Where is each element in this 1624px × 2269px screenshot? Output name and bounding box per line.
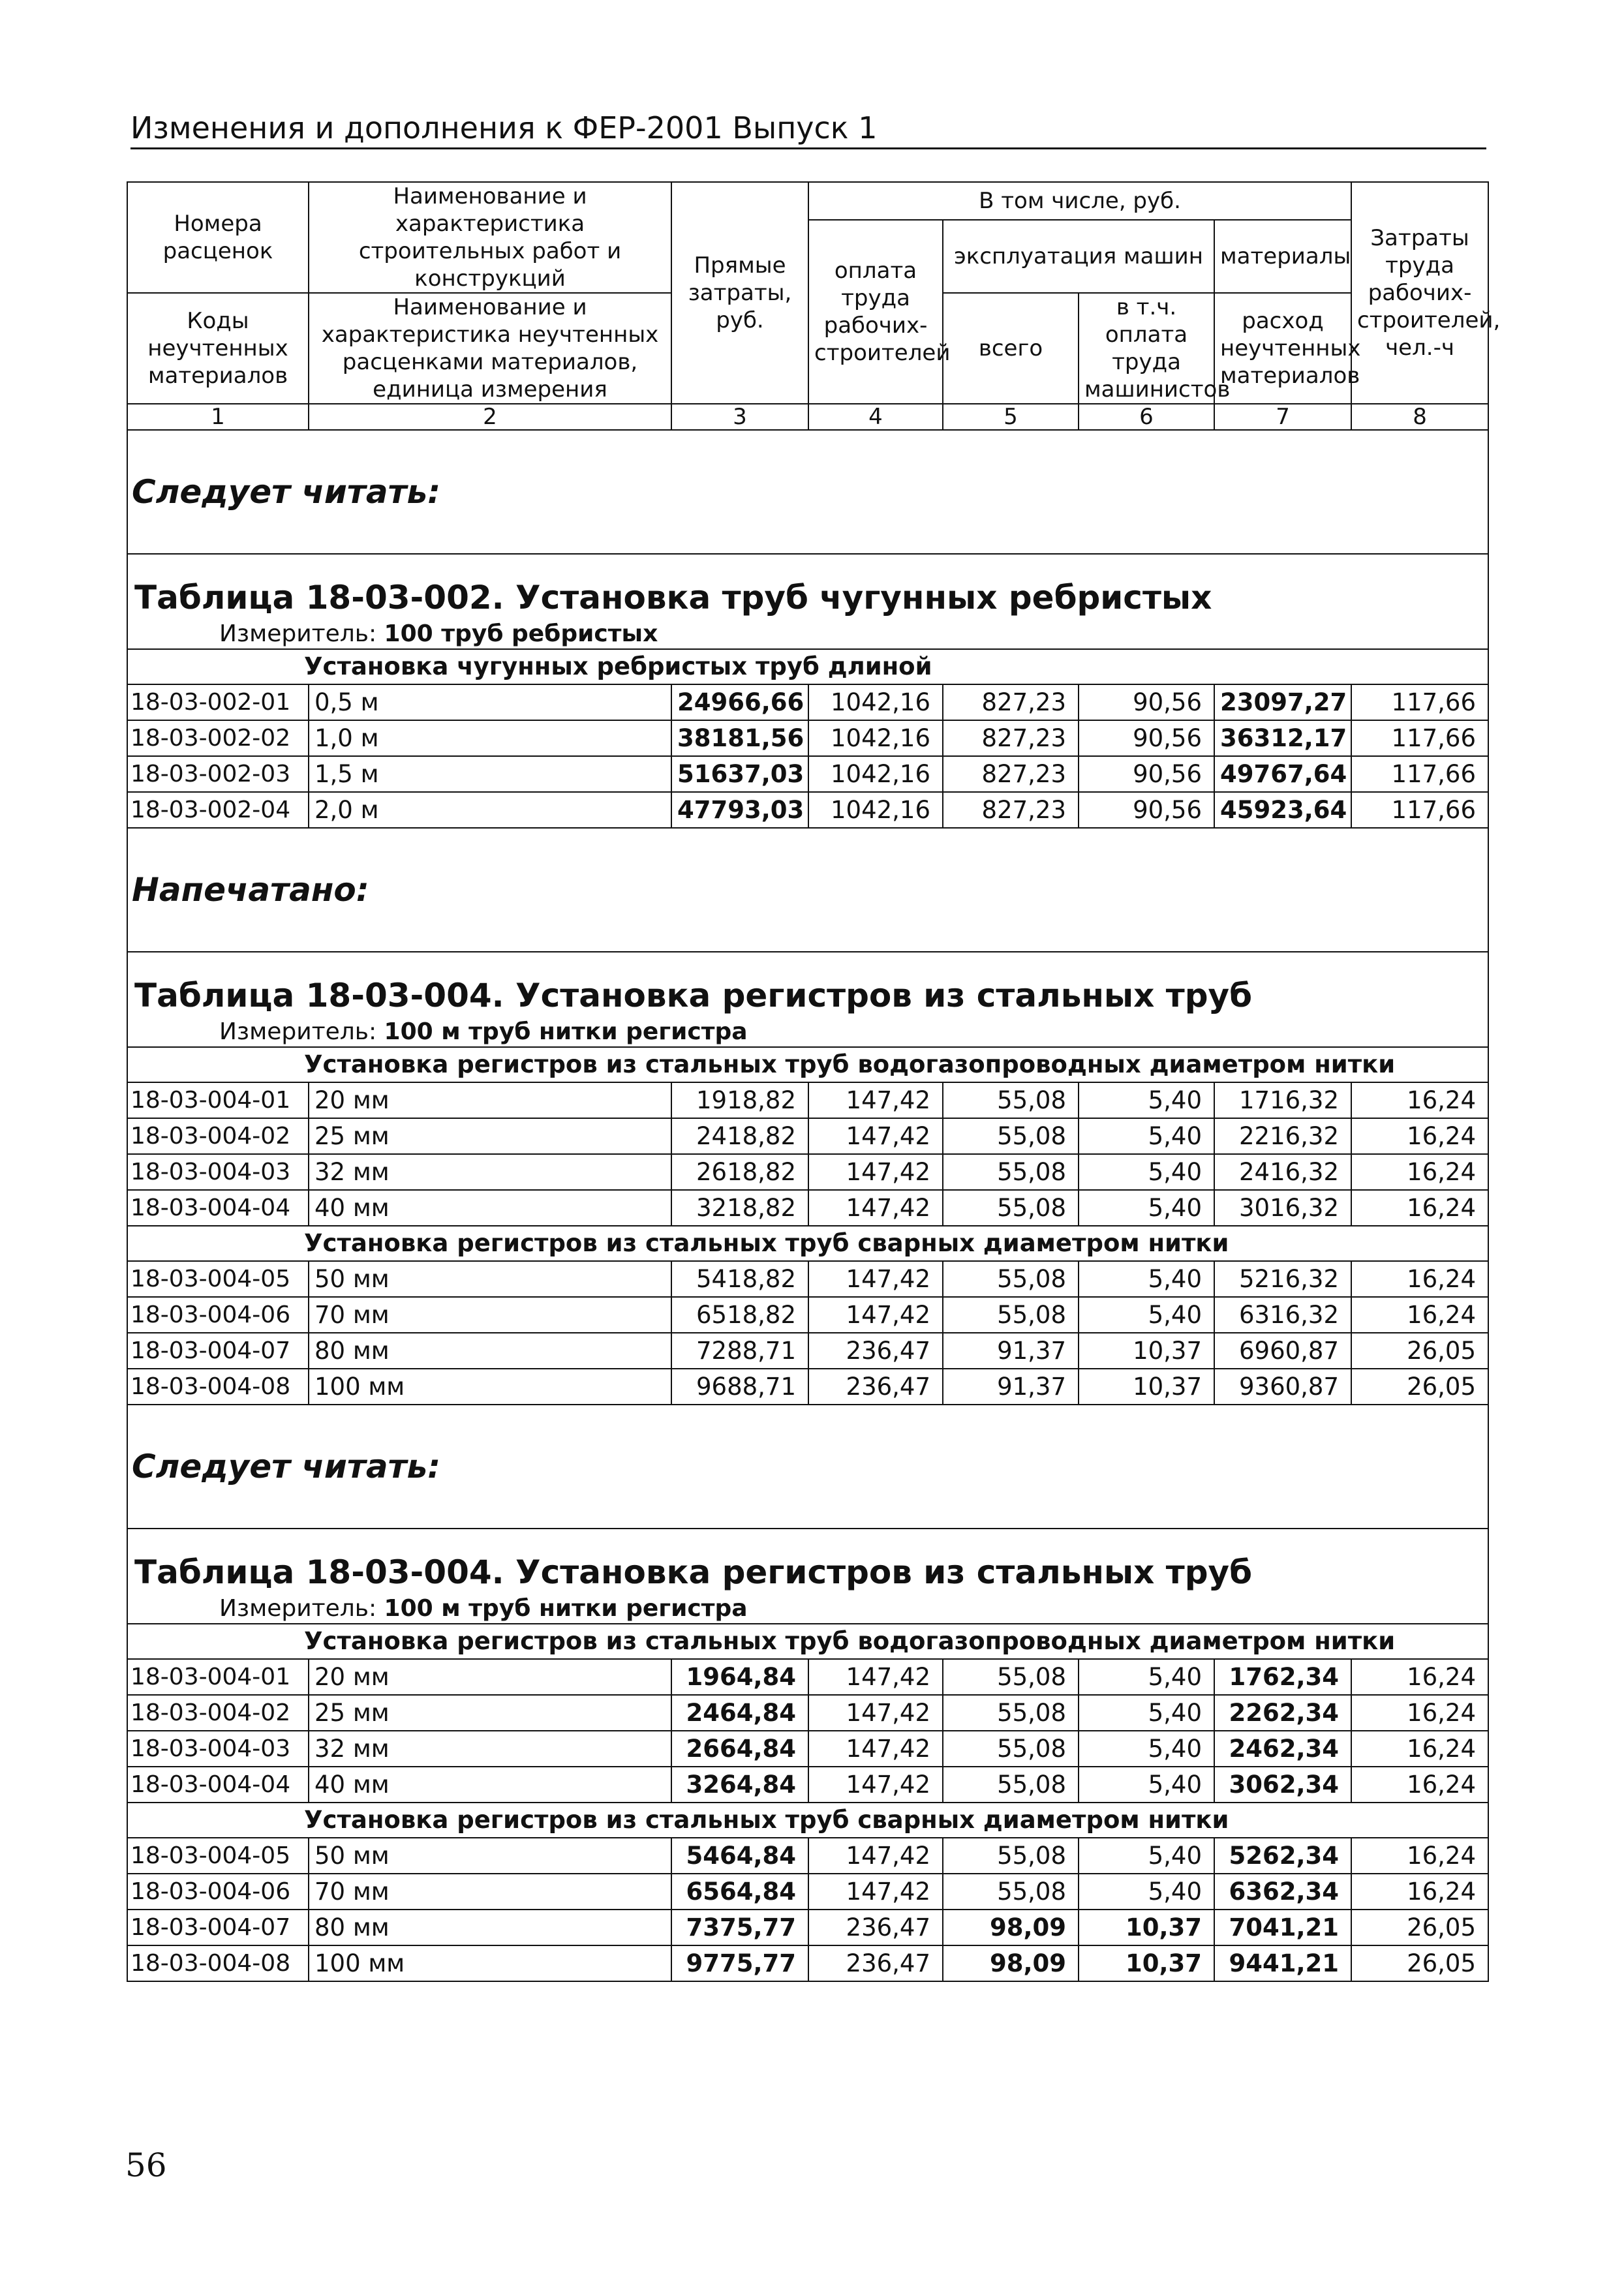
unit-label: Измеритель: bbox=[219, 1018, 384, 1045]
row-code: 18-03-002-02 bbox=[127, 720, 309, 756]
row-labor-hours: 16,24 bbox=[1351, 1695, 1488, 1731]
column-number: 4 bbox=[808, 404, 943, 430]
row-code: 18-03-004-07 bbox=[127, 1333, 309, 1369]
row-worker-pay: 147,42 bbox=[808, 1659, 943, 1695]
page-number: 56 bbox=[125, 2146, 167, 2184]
row-worker-pay: 147,42 bbox=[808, 1118, 943, 1154]
row-materials: 6362,34 bbox=[1214, 1874, 1351, 1910]
row-name: 32 мм bbox=[309, 1154, 671, 1190]
row-materials: 9441,21 bbox=[1214, 1945, 1351, 1981]
row-labor-hours: 117,66 bbox=[1351, 720, 1488, 756]
row-operator-pay: 5,40 bbox=[1079, 1154, 1214, 1190]
row-code: 18-03-004-05 bbox=[127, 1838, 309, 1874]
unit-label: Измеритель: bbox=[219, 620, 384, 647]
header-direct-costs: Прямые затраты, руб. bbox=[671, 182, 808, 404]
section-heading-row bbox=[127, 1405, 1488, 1529]
table-row bbox=[127, 1731, 1488, 1767]
row-code: 18-03-004-06 bbox=[127, 1297, 309, 1333]
row-materials: 49767,64 bbox=[1214, 756, 1351, 792]
row-operator-pay: 90,56 bbox=[1079, 756, 1214, 792]
row-materials: 7041,21 bbox=[1214, 1910, 1351, 1945]
table-body bbox=[127, 182, 1501, 1981]
group-title-row bbox=[127, 1226, 1488, 1261]
row-materials: 9360,87 bbox=[1214, 1369, 1351, 1405]
table-row bbox=[127, 720, 1488, 756]
group-title: Установка регистров из стальных труб сварных диаметром нитки bbox=[127, 1226, 1488, 1261]
row-direct-costs: 2418,82 bbox=[671, 1118, 808, 1154]
row-code: 18-03-004-01 bbox=[127, 1082, 309, 1118]
row-machines-total: 55,08 bbox=[943, 1118, 1079, 1154]
row-worker-pay: 147,42 bbox=[808, 1190, 943, 1226]
row-code: 18-03-004-01 bbox=[127, 1659, 309, 1695]
row-code: 18-03-004-06 bbox=[127, 1874, 309, 1910]
row-materials: 2262,34 bbox=[1214, 1695, 1351, 1731]
row-name: 20 мм bbox=[309, 1082, 671, 1118]
row-worker-pay: 147,42 bbox=[808, 1297, 943, 1333]
row-worker-pay: 147,42 bbox=[808, 1082, 943, 1118]
row-code: 18-03-004-02 bbox=[127, 1118, 309, 1154]
row-name: 80 мм bbox=[309, 1910, 671, 1945]
unit-label: Измеритель: bbox=[219, 1594, 384, 1622]
table-row bbox=[127, 1333, 1488, 1369]
row-direct-costs: 6518,82 bbox=[671, 1297, 808, 1333]
row-materials: 3062,34 bbox=[1214, 1767, 1351, 1803]
header-material-consumption: расход неучтенных материалов bbox=[1214, 293, 1351, 404]
table-title-row bbox=[127, 554, 1488, 619]
row-worker-pay: 1042,16 bbox=[808, 792, 943, 828]
table-title-row bbox=[127, 952, 1488, 1017]
row-code: 18-03-002-04 bbox=[127, 792, 309, 828]
header-worker-pay: оплата труда рабочих-строителей bbox=[808, 220, 943, 404]
row-machines-total: 91,37 bbox=[943, 1333, 1079, 1369]
header-row-top bbox=[127, 182, 1488, 220]
row-machines-total: 55,08 bbox=[943, 1695, 1079, 1731]
row-materials: 2416,32 bbox=[1214, 1154, 1351, 1190]
header-materials: материалы bbox=[1214, 220, 1351, 293]
row-machines-total: 827,23 bbox=[943, 684, 1079, 720]
row-machines-total: 55,08 bbox=[943, 1190, 1079, 1226]
row-worker-pay: 236,47 bbox=[808, 1910, 943, 1945]
row-operator-pay: 5,40 bbox=[1079, 1082, 1214, 1118]
row-direct-costs: 51637,03 bbox=[671, 756, 808, 792]
table-row bbox=[127, 1838, 1488, 1874]
row-machines-total: 55,08 bbox=[943, 1659, 1079, 1695]
column-numbers-row bbox=[127, 404, 1488, 430]
row-code: 18-03-004-03 bbox=[127, 1154, 309, 1190]
row-direct-costs: 38181,56 bbox=[671, 720, 808, 756]
group-title: Установка регистров из стальных труб водогазопроводных диаметром нитки bbox=[127, 1624, 1488, 1659]
row-materials: 5216,32 bbox=[1214, 1261, 1351, 1297]
row-labor-hours: 16,24 bbox=[1351, 1767, 1488, 1803]
row-direct-costs: 5464,84 bbox=[671, 1838, 808, 1874]
row-code: 18-03-004-08 bbox=[127, 1945, 309, 1981]
row-materials: 1762,34 bbox=[1214, 1659, 1351, 1695]
row-direct-costs: 3218,82 bbox=[671, 1190, 808, 1226]
table-row bbox=[127, 684, 1488, 720]
table-title: Таблица 18-03-002. Установка труб чугунных ребристых bbox=[127, 554, 1488, 619]
row-name: 25 мм bbox=[309, 1695, 671, 1731]
row-name: 50 мм bbox=[309, 1838, 671, 1874]
row-code: 18-03-004-04 bbox=[127, 1190, 309, 1226]
unit-row bbox=[127, 1017, 1488, 1047]
row-worker-pay: 1042,16 bbox=[808, 720, 943, 756]
header-material-names: Наименование и характеристика неучтенных расценками материалов, единица измерения bbox=[309, 293, 671, 404]
table-row bbox=[127, 1154, 1488, 1190]
row-machines-total: 55,08 bbox=[943, 1731, 1079, 1767]
row-labor-hours: 117,66 bbox=[1351, 684, 1488, 720]
row-worker-pay: 236,47 bbox=[808, 1945, 943, 1981]
row-worker-pay: 147,42 bbox=[808, 1838, 943, 1874]
row-direct-costs: 5418,82 bbox=[671, 1261, 808, 1297]
row-operator-pay: 90,56 bbox=[1079, 792, 1214, 828]
row-materials: 2216,32 bbox=[1214, 1118, 1351, 1154]
row-materials: 6960,87 bbox=[1214, 1333, 1351, 1369]
table-row bbox=[127, 1659, 1488, 1695]
row-worker-pay: 1042,16 bbox=[808, 684, 943, 720]
row-worker-pay: 147,42 bbox=[808, 1874, 943, 1910]
row-code: 18-03-004-08 bbox=[127, 1369, 309, 1405]
table-row bbox=[127, 1874, 1488, 1910]
row-operator-pay: 5,40 bbox=[1079, 1767, 1214, 1803]
row-operator-pay: 5,40 bbox=[1079, 1874, 1214, 1910]
unit-cell bbox=[127, 1017, 1488, 1047]
row-materials: 3016,32 bbox=[1214, 1190, 1351, 1226]
unit-value: 100 м труб нитки регистра bbox=[384, 1594, 748, 1622]
column-number: 3 bbox=[671, 404, 808, 430]
row-labor-hours: 16,24 bbox=[1351, 1261, 1488, 1297]
row-direct-costs: 6564,84 bbox=[671, 1874, 808, 1910]
row-materials: 2462,34 bbox=[1214, 1731, 1351, 1767]
section-heading: Следует читать: bbox=[127, 430, 1488, 554]
row-direct-costs: 47793,03 bbox=[671, 792, 808, 828]
group-title-row bbox=[127, 649, 1488, 684]
row-labor-hours: 26,05 bbox=[1351, 1945, 1488, 1981]
section-heading-row bbox=[127, 430, 1488, 554]
row-name: 1,0 м bbox=[309, 720, 671, 756]
row-name: 70 мм bbox=[309, 1874, 671, 1910]
header-labor-hours: Затраты труда рабочих-строителей, чел.-ч bbox=[1351, 182, 1488, 404]
row-labor-hours: 16,24 bbox=[1351, 1297, 1488, 1333]
row-name: 40 мм bbox=[309, 1767, 671, 1803]
table-row bbox=[127, 1945, 1488, 1981]
row-name: 40 мм bbox=[309, 1190, 671, 1226]
row-labor-hours: 16,24 bbox=[1351, 1154, 1488, 1190]
row-materials: 1716,32 bbox=[1214, 1082, 1351, 1118]
row-machines-total: 55,08 bbox=[943, 1874, 1079, 1910]
row-code: 18-03-004-03 bbox=[127, 1731, 309, 1767]
row-direct-costs: 1964,84 bbox=[671, 1659, 808, 1695]
column-number: 2 bbox=[309, 404, 671, 430]
table-row bbox=[127, 1190, 1488, 1226]
header-material-codes: Коды неучтенных материалов bbox=[127, 293, 309, 404]
header-machines: эксплуатация машин bbox=[943, 220, 1214, 293]
row-operator-pay: 5,40 bbox=[1079, 1838, 1214, 1874]
group-title-row bbox=[127, 1803, 1488, 1838]
section-heading-row bbox=[127, 828, 1488, 952]
row-machines-total: 55,08 bbox=[943, 1838, 1079, 1874]
unit-value: 100 м труб нитки регистра bbox=[384, 1018, 748, 1045]
row-machines-total: 91,37 bbox=[943, 1369, 1079, 1405]
row-name: 20 мм bbox=[309, 1659, 671, 1695]
row-operator-pay: 5,40 bbox=[1079, 1297, 1214, 1333]
row-operator-pay: 10,37 bbox=[1079, 1333, 1214, 1369]
row-labor-hours: 26,05 bbox=[1351, 1333, 1488, 1369]
column-number: 5 bbox=[943, 404, 1079, 430]
unit-value: 100 труб ребристых bbox=[384, 620, 658, 647]
group-title: Установка регистров из стальных труб водогазопроводных диаметром нитки bbox=[127, 1047, 1488, 1082]
row-code: 18-03-004-07 bbox=[127, 1910, 309, 1945]
row-labor-hours: 26,05 bbox=[1351, 1910, 1488, 1945]
table-row bbox=[127, 792, 1488, 828]
row-operator-pay: 10,37 bbox=[1079, 1945, 1214, 1981]
row-materials: 23097,27 bbox=[1214, 684, 1351, 720]
row-materials: 5262,34 bbox=[1214, 1838, 1351, 1874]
row-machines-total: 827,23 bbox=[943, 720, 1079, 756]
table-row bbox=[127, 1082, 1488, 1118]
row-direct-costs: 7375,77 bbox=[671, 1910, 808, 1945]
row-machines-total: 55,08 bbox=[943, 1767, 1079, 1803]
header-machines-total: всего bbox=[943, 293, 1079, 404]
row-materials: 45923,64 bbox=[1214, 792, 1351, 828]
row-direct-costs: 7288,71 bbox=[671, 1333, 808, 1369]
row-direct-costs: 24966,66 bbox=[671, 684, 808, 720]
row-worker-pay: 147,42 bbox=[808, 1695, 943, 1731]
group-title: Установка чугунных ребристых труб длиной bbox=[127, 649, 1488, 684]
table-row bbox=[127, 1910, 1488, 1945]
row-direct-costs: 2618,82 bbox=[671, 1154, 808, 1190]
rates-table bbox=[127, 181, 1501, 1982]
unit-cell bbox=[127, 619, 1488, 649]
unit-row bbox=[127, 1594, 1488, 1624]
row-operator-pay: 5,40 bbox=[1079, 1118, 1214, 1154]
row-direct-costs: 9775,77 bbox=[671, 1945, 808, 1981]
table-row bbox=[127, 1369, 1488, 1405]
row-name: 0,5 м bbox=[309, 684, 671, 720]
page-header-title: Изменения и дополнения к ФЕР-2001 Выпуск 1 bbox=[130, 110, 1486, 149]
row-direct-costs: 3264,84 bbox=[671, 1767, 808, 1803]
row-direct-costs: 1918,82 bbox=[671, 1082, 808, 1118]
row-labor-hours: 16,24 bbox=[1351, 1659, 1488, 1695]
column-number: 1 bbox=[127, 404, 309, 430]
table-row bbox=[127, 1261, 1488, 1297]
row-labor-hours: 16,24 bbox=[1351, 1082, 1488, 1118]
row-code: 18-03-002-01 bbox=[127, 684, 309, 720]
row-labor-hours: 16,24 bbox=[1351, 1731, 1488, 1767]
column-number: 7 bbox=[1214, 404, 1351, 430]
row-materials: 6316,32 bbox=[1214, 1297, 1351, 1333]
header-work-name: Наименование и характеристика строительных работ и конструкций bbox=[309, 182, 671, 293]
row-operator-pay: 5,40 bbox=[1079, 1190, 1214, 1226]
row-machines-total: 55,08 bbox=[943, 1154, 1079, 1190]
row-labor-hours: 16,24 bbox=[1351, 1190, 1488, 1226]
header-including: В том числе, руб. bbox=[808, 182, 1351, 220]
row-machines-total: 827,23 bbox=[943, 756, 1079, 792]
table-row bbox=[127, 1297, 1488, 1333]
row-labor-hours: 16,24 bbox=[1351, 1838, 1488, 1874]
column-number: 8 bbox=[1351, 404, 1488, 430]
row-operator-pay: 10,37 bbox=[1079, 1910, 1214, 1945]
row-machines-total: 98,09 bbox=[943, 1910, 1079, 1945]
row-materials: 36312,17 bbox=[1214, 720, 1351, 756]
row-code: 18-03-004-05 bbox=[127, 1261, 309, 1297]
header-operator-pay: в т.ч. оплата труда машинистов bbox=[1079, 293, 1214, 404]
row-machines-total: 827,23 bbox=[943, 792, 1079, 828]
row-labor-hours: 16,24 bbox=[1351, 1118, 1488, 1154]
row-code: 18-03-004-02 bbox=[127, 1695, 309, 1731]
group-title-row bbox=[127, 1047, 1488, 1082]
row-operator-pay: 5,40 bbox=[1079, 1695, 1214, 1731]
row-machines-total: 55,08 bbox=[943, 1297, 1079, 1333]
row-worker-pay: 147,42 bbox=[808, 1731, 943, 1767]
row-direct-costs: 2464,84 bbox=[671, 1695, 808, 1731]
row-worker-pay: 236,47 bbox=[808, 1333, 943, 1369]
row-name: 25 мм bbox=[309, 1118, 671, 1154]
row-worker-pay: 147,42 bbox=[808, 1154, 943, 1190]
table-title: Таблица 18-03-004. Установка регистров из стальных труб bbox=[127, 1529, 1488, 1594]
row-operator-pay: 90,56 bbox=[1079, 684, 1214, 720]
row-worker-pay: 147,42 bbox=[808, 1261, 943, 1297]
row-labor-hours: 117,66 bbox=[1351, 756, 1488, 792]
table-row bbox=[127, 1118, 1488, 1154]
row-labor-hours: 117,66 bbox=[1351, 792, 1488, 828]
table-row bbox=[127, 756, 1488, 792]
row-worker-pay: 236,47 bbox=[808, 1369, 943, 1405]
row-name: 32 мм bbox=[309, 1731, 671, 1767]
row-name: 50 мм bbox=[309, 1261, 671, 1297]
row-code: 18-03-004-04 bbox=[127, 1767, 309, 1803]
row-labor-hours: 26,05 bbox=[1351, 1369, 1488, 1405]
row-operator-pay: 5,40 bbox=[1079, 1731, 1214, 1767]
section-heading: Следует читать: bbox=[127, 1405, 1488, 1529]
header-rate-numbers: Номера расценок bbox=[127, 182, 309, 293]
row-name: 100 мм bbox=[309, 1945, 671, 1981]
table-title: Таблица 18-03-004. Установка регистров из стальных труб bbox=[127, 952, 1488, 1017]
row-name: 100 мм bbox=[309, 1369, 671, 1405]
row-machines-total: 55,08 bbox=[943, 1082, 1079, 1118]
group-title-row bbox=[127, 1624, 1488, 1659]
row-direct-costs: 9688,71 bbox=[671, 1369, 808, 1405]
column-number: 6 bbox=[1079, 404, 1214, 430]
row-machines-total: 55,08 bbox=[943, 1261, 1079, 1297]
row-name: 1,5 м bbox=[309, 756, 671, 792]
unit-row bbox=[127, 619, 1488, 649]
row-worker-pay: 1042,16 bbox=[808, 756, 943, 792]
table-row bbox=[127, 1767, 1488, 1803]
row-name: 80 мм bbox=[309, 1333, 671, 1369]
row-name: 2,0 м bbox=[309, 792, 671, 828]
row-operator-pay: 10,37 bbox=[1079, 1369, 1214, 1405]
table-row bbox=[127, 1695, 1488, 1731]
group-title: Установка регистров из стальных труб сварных диаметром нитки bbox=[127, 1803, 1488, 1838]
row-operator-pay: 5,40 bbox=[1079, 1261, 1214, 1297]
row-direct-costs: 2664,84 bbox=[671, 1731, 808, 1767]
row-worker-pay: 147,42 bbox=[808, 1767, 943, 1803]
row-code: 18-03-002-03 bbox=[127, 756, 309, 792]
row-labor-hours: 16,24 bbox=[1351, 1874, 1488, 1910]
row-machines-total: 98,09 bbox=[943, 1945, 1079, 1981]
row-name: 70 мм bbox=[309, 1297, 671, 1333]
row-operator-pay: 90,56 bbox=[1079, 720, 1214, 756]
table-title-row bbox=[127, 1529, 1488, 1594]
section-heading: Напечатано: bbox=[127, 828, 1488, 952]
row-operator-pay: 5,40 bbox=[1079, 1659, 1214, 1695]
unit-cell bbox=[127, 1594, 1488, 1624]
